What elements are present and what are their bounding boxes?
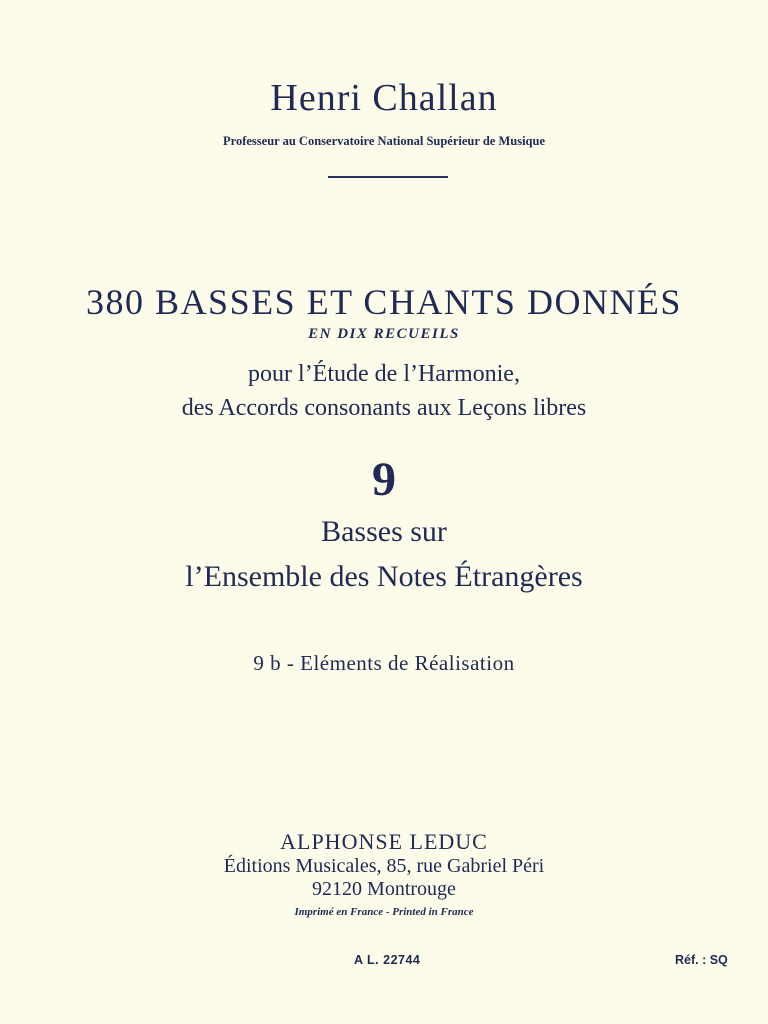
author-position: Professeur au Conservatoire National Supérieur de Musique — [223, 134, 545, 148]
volume-part: 9 b - Eléments de Réalisation — [253, 651, 515, 675]
title-divider — [328, 176, 448, 178]
volume-title-line-1: Basses sur — [321, 515, 447, 548]
purpose-line: pour l’Étude de l’Harmonie, — [248, 361, 520, 387]
collection-note: EN DIX RECUEILS — [308, 326, 460, 342]
catalog-reference: A L. 22744 — [354, 953, 421, 967]
price-code-reference: Réf. : SQ — [675, 953, 728, 967]
volume-title-line-2: l’Ensemble des Notes Étrangères — [185, 560, 583, 593]
author-name: Henri Challan — [270, 77, 498, 119]
printed-in-france-note: Imprimé en France - Printed in France — [294, 906, 474, 918]
work-title: 380 BASSES ET CHANTS DONNÉS — [86, 282, 682, 322]
publisher-address-line-1: Éditions Musicales, 85, rue Gabriel Péri — [223, 855, 545, 877]
volume-number: 9 — [372, 453, 396, 506]
publisher-name: ALPHONSE LEDUC — [280, 829, 488, 854]
publisher-address-line-2: 92120 Montrouge — [312, 878, 456, 900]
scope-line: des Accords consonants aux Leçons libres — [181, 395, 587, 421]
